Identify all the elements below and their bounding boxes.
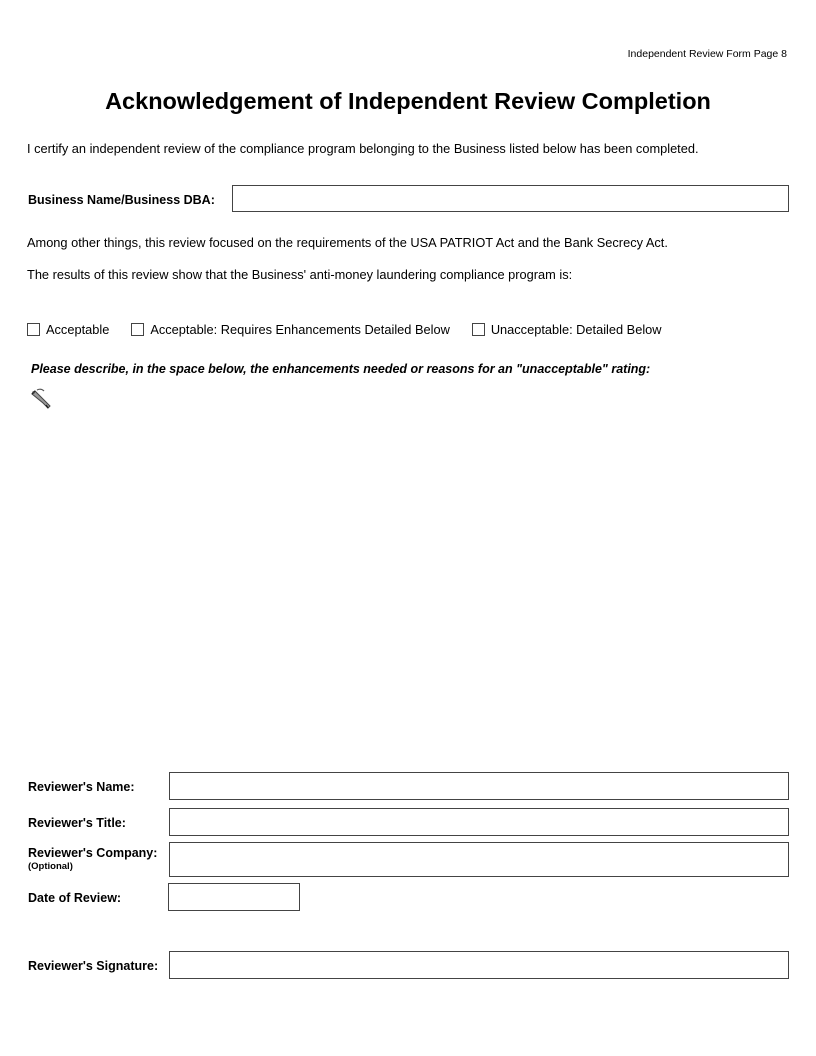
review-date-label: Date of Review:: [28, 891, 122, 905]
rating-acceptable-enhancements[interactable]: [131, 322, 449, 337]
review-focus-text: Among other things, this review focused on the requirements of the USA PATRIOT Act and the Bank Secrecy Act.: [27, 235, 668, 250]
unacceptable-checkbox[interactable]: [472, 323, 485, 336]
reviewer-company-field[interactable]: [169, 842, 789, 877]
reviewer-name-label: Reviewer's Name:: [28, 780, 135, 794]
reviewer-title-label: Reviewer's Title:: [28, 816, 126, 830]
acceptable-enhancements-checkbox[interactable]: [131, 323, 144, 336]
acceptable-label: Acceptable: [46, 322, 110, 337]
review-results-text: The results of this review show that the Business' anti-money laundering compliance program is:: [27, 267, 573, 282]
reviewer-title-field[interactable]: [169, 808, 789, 836]
rating-acceptable[interactable]: [27, 322, 109, 337]
optional-note: (Optional): [28, 861, 73, 872]
reviewer-signature-label: Reviewer's Signature:: [28, 959, 159, 973]
reviewer-company-label: Reviewer's Company:: [28, 846, 158, 860]
rating-options: [27, 322, 684, 337]
describe-prompt: Please describe, in the space below, the enhancements needed or reasons for an "unacceptable" rating:: [31, 362, 651, 376]
page-title: Acknowledgement of Independent Review Completion: [105, 88, 711, 114]
unacceptable-label: Unacceptable: Detailed Below: [490, 322, 662, 337]
certification-text: I certify an independent review of the compliance program belonging to the Business listed below has been completed.: [27, 141, 699, 156]
rating-unacceptable[interactable]: [472, 322, 662, 337]
business-name-label: Business Name/Business DBA:: [28, 193, 215, 207]
reviewer-signature-field[interactable]: [169, 951, 789, 979]
business-name-field[interactable]: [232, 185, 789, 212]
acceptable-checkbox[interactable]: [27, 323, 40, 336]
reviewer-company-label-group: [28, 846, 157, 872]
page-number-label: Independent Review Form Page 8: [627, 48, 787, 60]
review-date-field[interactable]: [168, 883, 300, 911]
acceptable-enhancements-label: Acceptable: Requires Enhancements Detailed Below: [150, 322, 450, 337]
pen-icon[interactable]: [29, 387, 53, 411]
reviewer-name-field[interactable]: [169, 772, 789, 800]
